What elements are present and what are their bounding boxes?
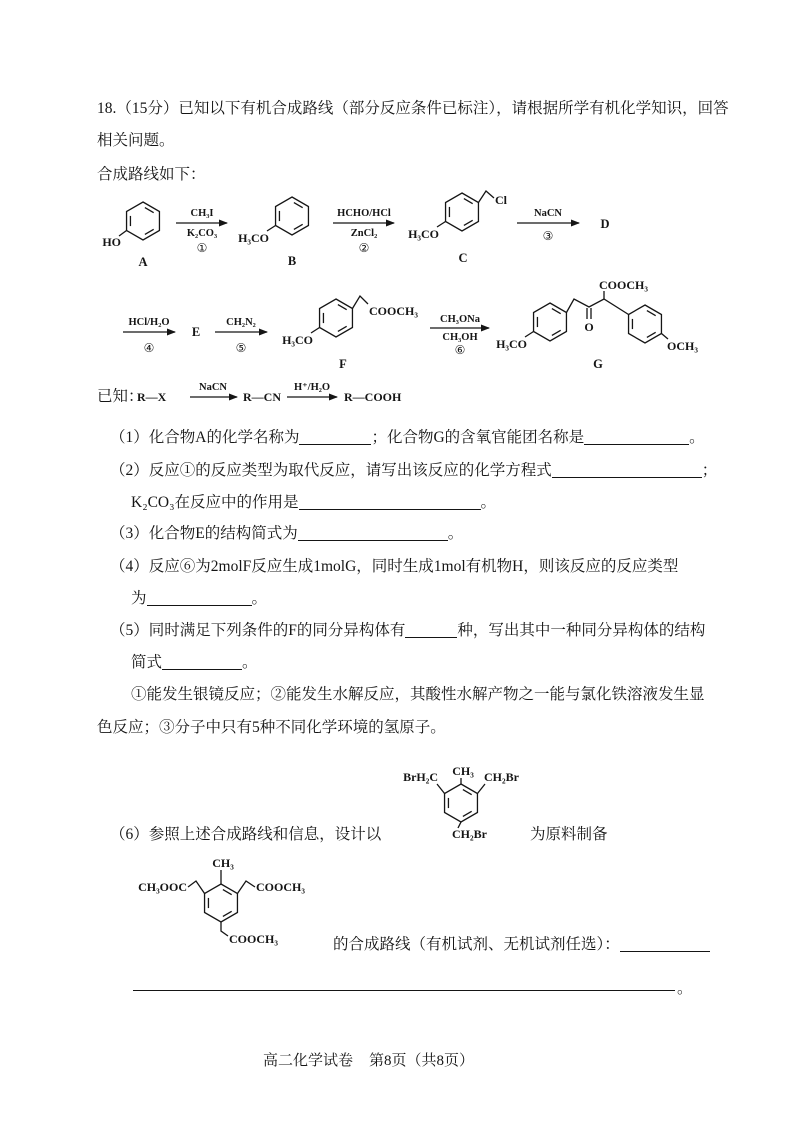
reaction-step-4 (123, 317, 175, 355)
benzene-ring (320, 299, 353, 337)
ester-right: COOCH₃ (256, 880, 305, 894)
ester-group: COOCH₃ (599, 278, 648, 292)
known-reagent-2: H⁺/H₂O (293, 382, 331, 393)
chain-bonds (566, 299, 628, 315)
question-points: （15分） (116, 100, 179, 117)
known-reactant: R—X (137, 390, 167, 404)
question-stem-line-1 (97, 99, 729, 119)
step-number: ④ (143, 341, 155, 355)
known-intermediate: R—CN (243, 390, 281, 404)
q2-text-2: K₂CO₃在反应中的作用是 (131, 494, 299, 511)
compound-label-g: G (593, 357, 603, 371)
q1-end: 。 (689, 429, 705, 446)
q6-starting-material (403, 764, 520, 841)
q5-end: 。 (242, 654, 258, 671)
q4-line-2 (131, 589, 267, 609)
chloromethyl-bond (478, 191, 494, 203)
q6-line-1 (110, 825, 381, 845)
q1-line (110, 428, 705, 448)
question-stem-line-2: 相关问题。 (97, 132, 175, 149)
step-number: ⑥ (454, 343, 466, 357)
reagent-above: CH₃ONa (440, 314, 480, 325)
reagent-above: CH₃I (190, 208, 214, 219)
q4-end: 。 (251, 590, 268, 607)
carbonyl-oxygen: O (584, 320, 594, 334)
reaction-step-3 (517, 208, 579, 243)
reagent-below: CH₃OH (442, 332, 478, 343)
compound-a (102, 202, 159, 269)
reagent-above: CH₂N₂ (226, 317, 256, 328)
question-number: 18. (97, 100, 117, 117)
q3-answer-blank (298, 526, 448, 541)
reagent-above: HCHO/HCl (337, 208, 391, 219)
bromomethyl-bottom: CH₂Br (452, 827, 487, 841)
reagent-below: ZnCl₂ (350, 228, 378, 239)
q6-text-a: 参照上述合成路线和信息，设计以 (148, 826, 382, 843)
methoxy-group: H₃CO (408, 227, 439, 241)
ester-group: COOCH₃ (369, 304, 418, 318)
q6-end: 。 (677, 980, 693, 997)
q2-answer-blank-2 (299, 495, 481, 510)
reaction-step-2 (333, 208, 394, 255)
benzene-ring-left (534, 303, 567, 341)
q6-text-2: 的合成路线（有机试剂、无机试剂任选）： (333, 936, 620, 953)
q6-target-product (138, 856, 305, 946)
footer-page-number: 第8页（共8页） (369, 1053, 475, 1069)
bond (221, 922, 228, 936)
q4-number: （4） (110, 558, 149, 575)
q3-end: 。 (447, 525, 464, 542)
q6-text-b: 为原料制备 (530, 826, 608, 843)
q1-number: （1） (110, 429, 149, 446)
question-stem-text: 已知以下有机合成路线（部分反应条件已标注），请根据所学有机化学知识，回答 (178, 100, 729, 117)
compound-g (496, 278, 698, 371)
q6-answer-blank-1 (620, 937, 710, 952)
known-label: 已知： (97, 388, 144, 405)
step-number: ② (358, 241, 370, 255)
bond (437, 784, 445, 794)
compound-label-c: C (458, 251, 468, 265)
q2-answer-blank-1 (552, 463, 702, 478)
ester-bottom: COOCH₃ (229, 932, 278, 946)
methoxy-group-right: OCH₃ (667, 339, 698, 353)
bond (477, 784, 485, 794)
hydroxyl-group: HO (102, 235, 121, 249)
side-chain-bond (352, 296, 368, 309)
q1-answer-blank-1 (299, 430, 371, 445)
q4-line-1 (110, 557, 678, 577)
q5-text-2: 简式 (131, 654, 163, 671)
benzene-ring (446, 193, 479, 231)
q3-text: 化合物E的结构简式为 (148, 525, 298, 542)
q5-line-1 (110, 621, 705, 641)
compound-c (408, 191, 508, 265)
footer-title: 高二化学试卷 (263, 1053, 354, 1069)
q4-text-2: 为 (131, 590, 147, 607)
known-product: R—COOH (344, 390, 402, 404)
reagent-below: K₂CO₃ (186, 228, 218, 239)
route-intro: 合成路线如下： (97, 166, 206, 183)
q1-text-a: 化合物A的化学名称为 (148, 429, 300, 446)
q2-line-1 (110, 461, 717, 481)
benzene-ring (276, 197, 309, 235)
q6-number: （6） (110, 826, 149, 843)
reagent-above: HCl/H₂O (128, 317, 170, 328)
methyl-group: CH₃ (212, 856, 234, 870)
reaction-step-5 (215, 317, 267, 355)
reaction-step-1 (176, 208, 227, 255)
q5-number: （5） (110, 622, 149, 639)
benzene-ring (445, 784, 478, 822)
q6-line-2 (333, 935, 710, 955)
q5-count-blank (405, 623, 457, 638)
known-reaction (137, 382, 402, 404)
q5-text-b: 种，写出其中一种同分异构体的结构 (457, 622, 706, 639)
bromomethyl-right: CH₂Br (484, 770, 519, 784)
q1-answer-blank-2 (584, 430, 689, 445)
compound-b (238, 197, 308, 268)
q2-line2-end: 。 (480, 494, 497, 511)
q5-text-a: 同时满足下列条件的F的同分异构体有 (148, 622, 406, 639)
methoxy-group-left: H₃CO (496, 337, 527, 351)
q1-text-b: ；化合物G的含氧官能团名称是 (371, 429, 585, 446)
q4-text-1: 反应⑥为2molF反应生成1molG，同时生成1mol有机物H，则该反应的反应类型 (148, 558, 679, 575)
q5-conditions-line-1: ①能发生银镜反应；②能发生水解反应，其酸性水解产物之一能与氯化铁溶液发生显 (131, 686, 705, 703)
compound-label-b: B (287, 254, 297, 268)
step-number: ① (196, 241, 208, 255)
q3-line (110, 524, 463, 544)
benzene-ring (127, 202, 160, 240)
q3-number: （3） (110, 525, 149, 542)
methyl-group: CH₃ (452, 764, 474, 778)
methoxy-group: H₃CO (282, 333, 313, 347)
q5-line-2 (131, 653, 258, 673)
methoxy-group: H₃CO (238, 231, 269, 245)
compound-label-e: E (191, 325, 201, 339)
bromomethyl-left: BrH₂C (403, 770, 438, 784)
chlorine-atom: Cl (495, 193, 507, 207)
benzene-ring-right (629, 305, 662, 343)
q5-structure-blank (162, 655, 242, 670)
compound-f (282, 296, 418, 371)
step-number: ⑤ (235, 341, 247, 355)
reaction-step-6 (430, 314, 489, 357)
q4-answer-blank (147, 591, 252, 606)
q2-line1-end: ； (701, 462, 718, 479)
q5-conditions-line-2: 色反应；③分子中只有5种不同化学环境的氢原子。 (97, 719, 446, 736)
known-reagent-1: NaCN (199, 382, 227, 393)
compound-label-a: A (138, 255, 148, 269)
step-number: ③ (542, 229, 554, 243)
ester-left: CH₃OOC (138, 880, 187, 894)
compound-label-f: F (339, 357, 347, 371)
benzene-ring (205, 884, 238, 922)
reagent-above: NaCN (534, 208, 562, 219)
bond (188, 881, 205, 894)
page-footer (263, 1051, 490, 1071)
q2-number: （2） (110, 462, 149, 479)
compound-label-d: D (600, 217, 610, 231)
bond (237, 881, 255, 894)
q2-line-2 (131, 493, 496, 513)
q6-answer-blank-2 (133, 990, 675, 991)
q2-text-1: 反应①的反应类型为取代反应，请写出该反应的化学方程式 (148, 462, 552, 479)
